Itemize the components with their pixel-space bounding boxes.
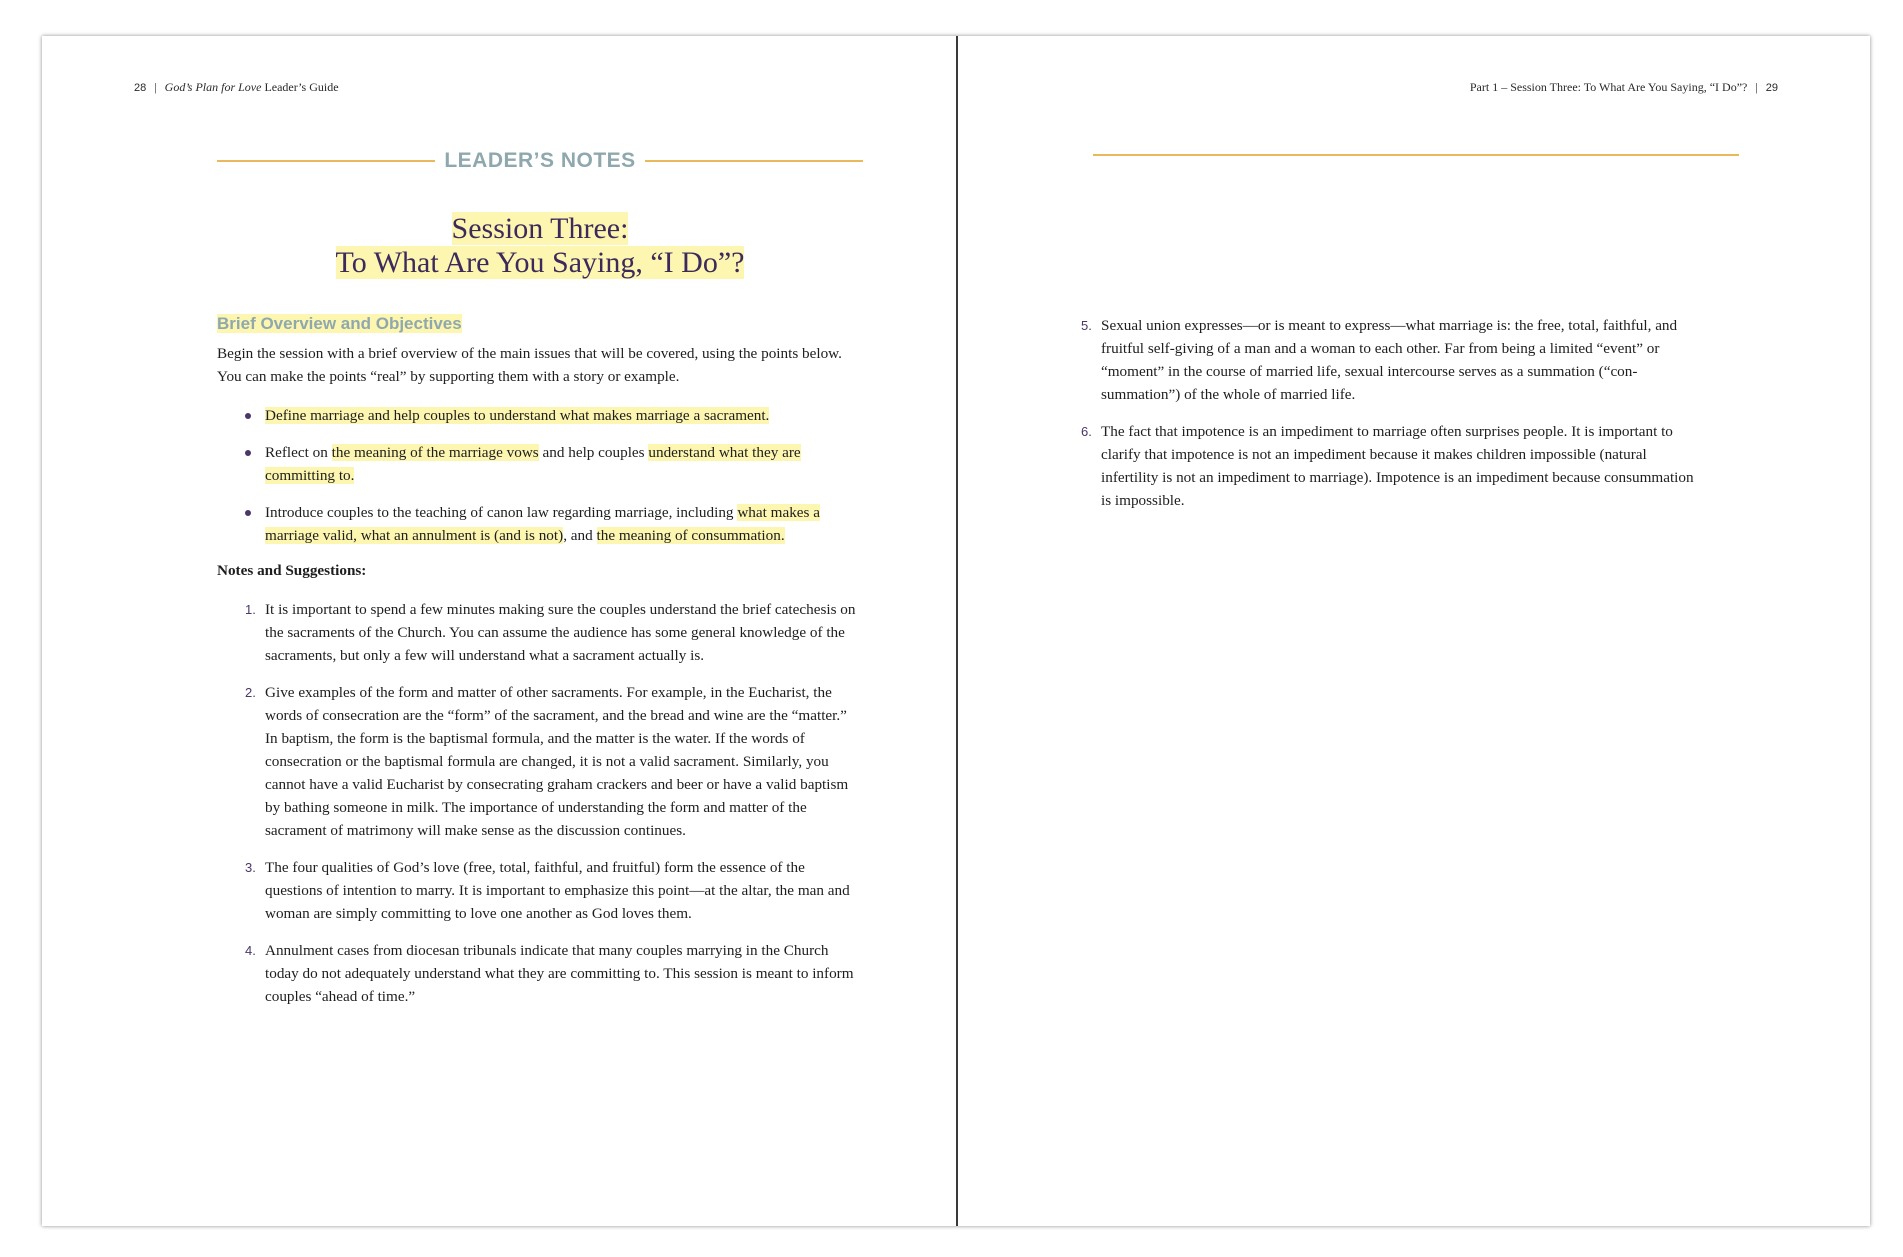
- leaders-notes-heading: [217, 146, 863, 176]
- heading-rule: [1093, 154, 1739, 156]
- objectives-subhead: [217, 314, 462, 334]
- page-number: 28: [134, 82, 147, 94]
- bullet-text: and help couples: [538, 444, 649, 461]
- bullet-dot: [245, 450, 251, 456]
- left-folio: [134, 80, 339, 95]
- page-number: 29: [1765, 82, 1778, 94]
- item-text: The fact that impotence is an impediment to marriage often surprises people. It is important to clarify that impotence is not an impediment because it makes children impossible (natural infertility is not an impediment to marriage). Impotence is an impediment because consummation is impossible.: [1101, 423, 1694, 509]
- list-item: [217, 404, 863, 427]
- heading-rule-left: [217, 160, 435, 162]
- item-number: 3.: [245, 860, 256, 875]
- item-text: The four qualities of God’s love (free, total, faithful, and fruitful) form the essence of the questions of intention to marry. It is important to emphasize this point—at the altar, the man and woman are simply committing to love one another as God loves them.: [265, 859, 850, 922]
- bullet-text: Reflect on: [265, 444, 332, 461]
- book-spread: [42, 36, 1870, 1226]
- page-title: [217, 212, 863, 280]
- item-number: 2.: [245, 685, 256, 700]
- item-text: It is important to spend a few minutes making sure the couples understand the brief catechesis on the sacraments of the Church. You can assume the audience has some general knowledge of the sacraments, but only a few will understand what a sacrament actually is.: [265, 601, 856, 664]
- folio-separator: |: [154, 80, 157, 94]
- bullet-highlight: the meaning of consummation.: [596, 527, 785, 544]
- intro-paragraph: Begin the session with a brief overview of the main issues that will be covered, using the points below. You can make the points “real” by supporting them with a story or example.: [217, 345, 842, 385]
- notes-list-continued: [1053, 314, 1699, 526]
- title-line-2: To What Are You Saying, “I Do”?: [335, 246, 745, 279]
- list-item: [217, 598, 863, 667]
- running-head: Part 1 – Session Three: To What Are You Saying, “I Do”?: [1469, 80, 1748, 94]
- list-item: [217, 856, 863, 925]
- notes-list: [217, 598, 863, 1022]
- item-number: 6.: [1081, 424, 1092, 439]
- list-item: [217, 681, 863, 842]
- item-number: 4.: [245, 943, 256, 958]
- list-item: [1053, 420, 1699, 512]
- list-item: [1053, 314, 1699, 406]
- title-line-1: Session Three:: [451, 212, 629, 245]
- heading-rule-right: [645, 160, 863, 162]
- right-page: [958, 36, 1870, 1226]
- right-folio: [1470, 80, 1778, 95]
- objectives-subhead-text: Brief Overview and Objectives: [217, 314, 462, 333]
- item-text: Give examples of the form and matter of other sacraments. For example, in the Eucharist, the words of consecration are the “form” of the sacrament, and the bread and wine are the “matter.” In baptism, the form is the baptismal formula, and the matter is the water. If the words of consecration or the baptismal formula are changed, it is not a valid sacrament. Similarly, you cannot have a valid Eucharist by consecrating graham crackers and beer or have a valid baptism by bathing someone in milk. The importance of understanding the form and matter of the sacrament of matrimony will make sense as the discussion continues.: [265, 684, 849, 839]
- objectives-list: [217, 404, 863, 561]
- list-item: [217, 501, 863, 547]
- bullet-dot: [245, 413, 251, 419]
- item-text: Annulment cases from diocesan tribunals indicate that many couples marrying in the Church today do not adequately understand what they are committing to. This session is meant to inform couples “ahead of time.”: [265, 942, 854, 1005]
- item-number: 1.: [245, 602, 256, 617]
- left-page: [42, 36, 956, 1226]
- item-text: Sexual union expresses—or is meant to express—what marriage is: the free, total, faithful, and fruitful self-giving of a man and a woman to each other. Far from being a limited “event” or “moment” in the course of married life, sexual intercourse serves as a summation (“con-summation”) of the whole of married life.: [1101, 317, 1678, 403]
- bullet-dot: [245, 510, 251, 516]
- book-title: God’s Plan for Love: [164, 80, 262, 94]
- bullet-text: , and: [563, 527, 597, 544]
- bullet-highlight: the meaning of the marriage vows: [331, 444, 539, 461]
- bullet-highlight: understand what they are committing to.: [265, 444, 801, 484]
- notes-heading: Notes and Suggestions:: [217, 562, 367, 579]
- bullet-text: Introduce couples to the teaching of canon law regarding marriage, including: [265, 504, 738, 521]
- list-item: [217, 441, 863, 487]
- bullet-text: Define marriage and help couples to understand what makes marriage a sacrament.: [265, 407, 770, 424]
- bullet-highlight: what makes a marriage valid, what an annulment is (and is not): [265, 504, 820, 544]
- book-subtitle: Leader’s Guide: [264, 80, 339, 94]
- item-number: 5.: [1081, 318, 1092, 333]
- section-label: LEADER’S NOTES: [444, 149, 636, 172]
- list-item: [217, 939, 863, 1008]
- folio-separator: |: [1755, 80, 1758, 94]
